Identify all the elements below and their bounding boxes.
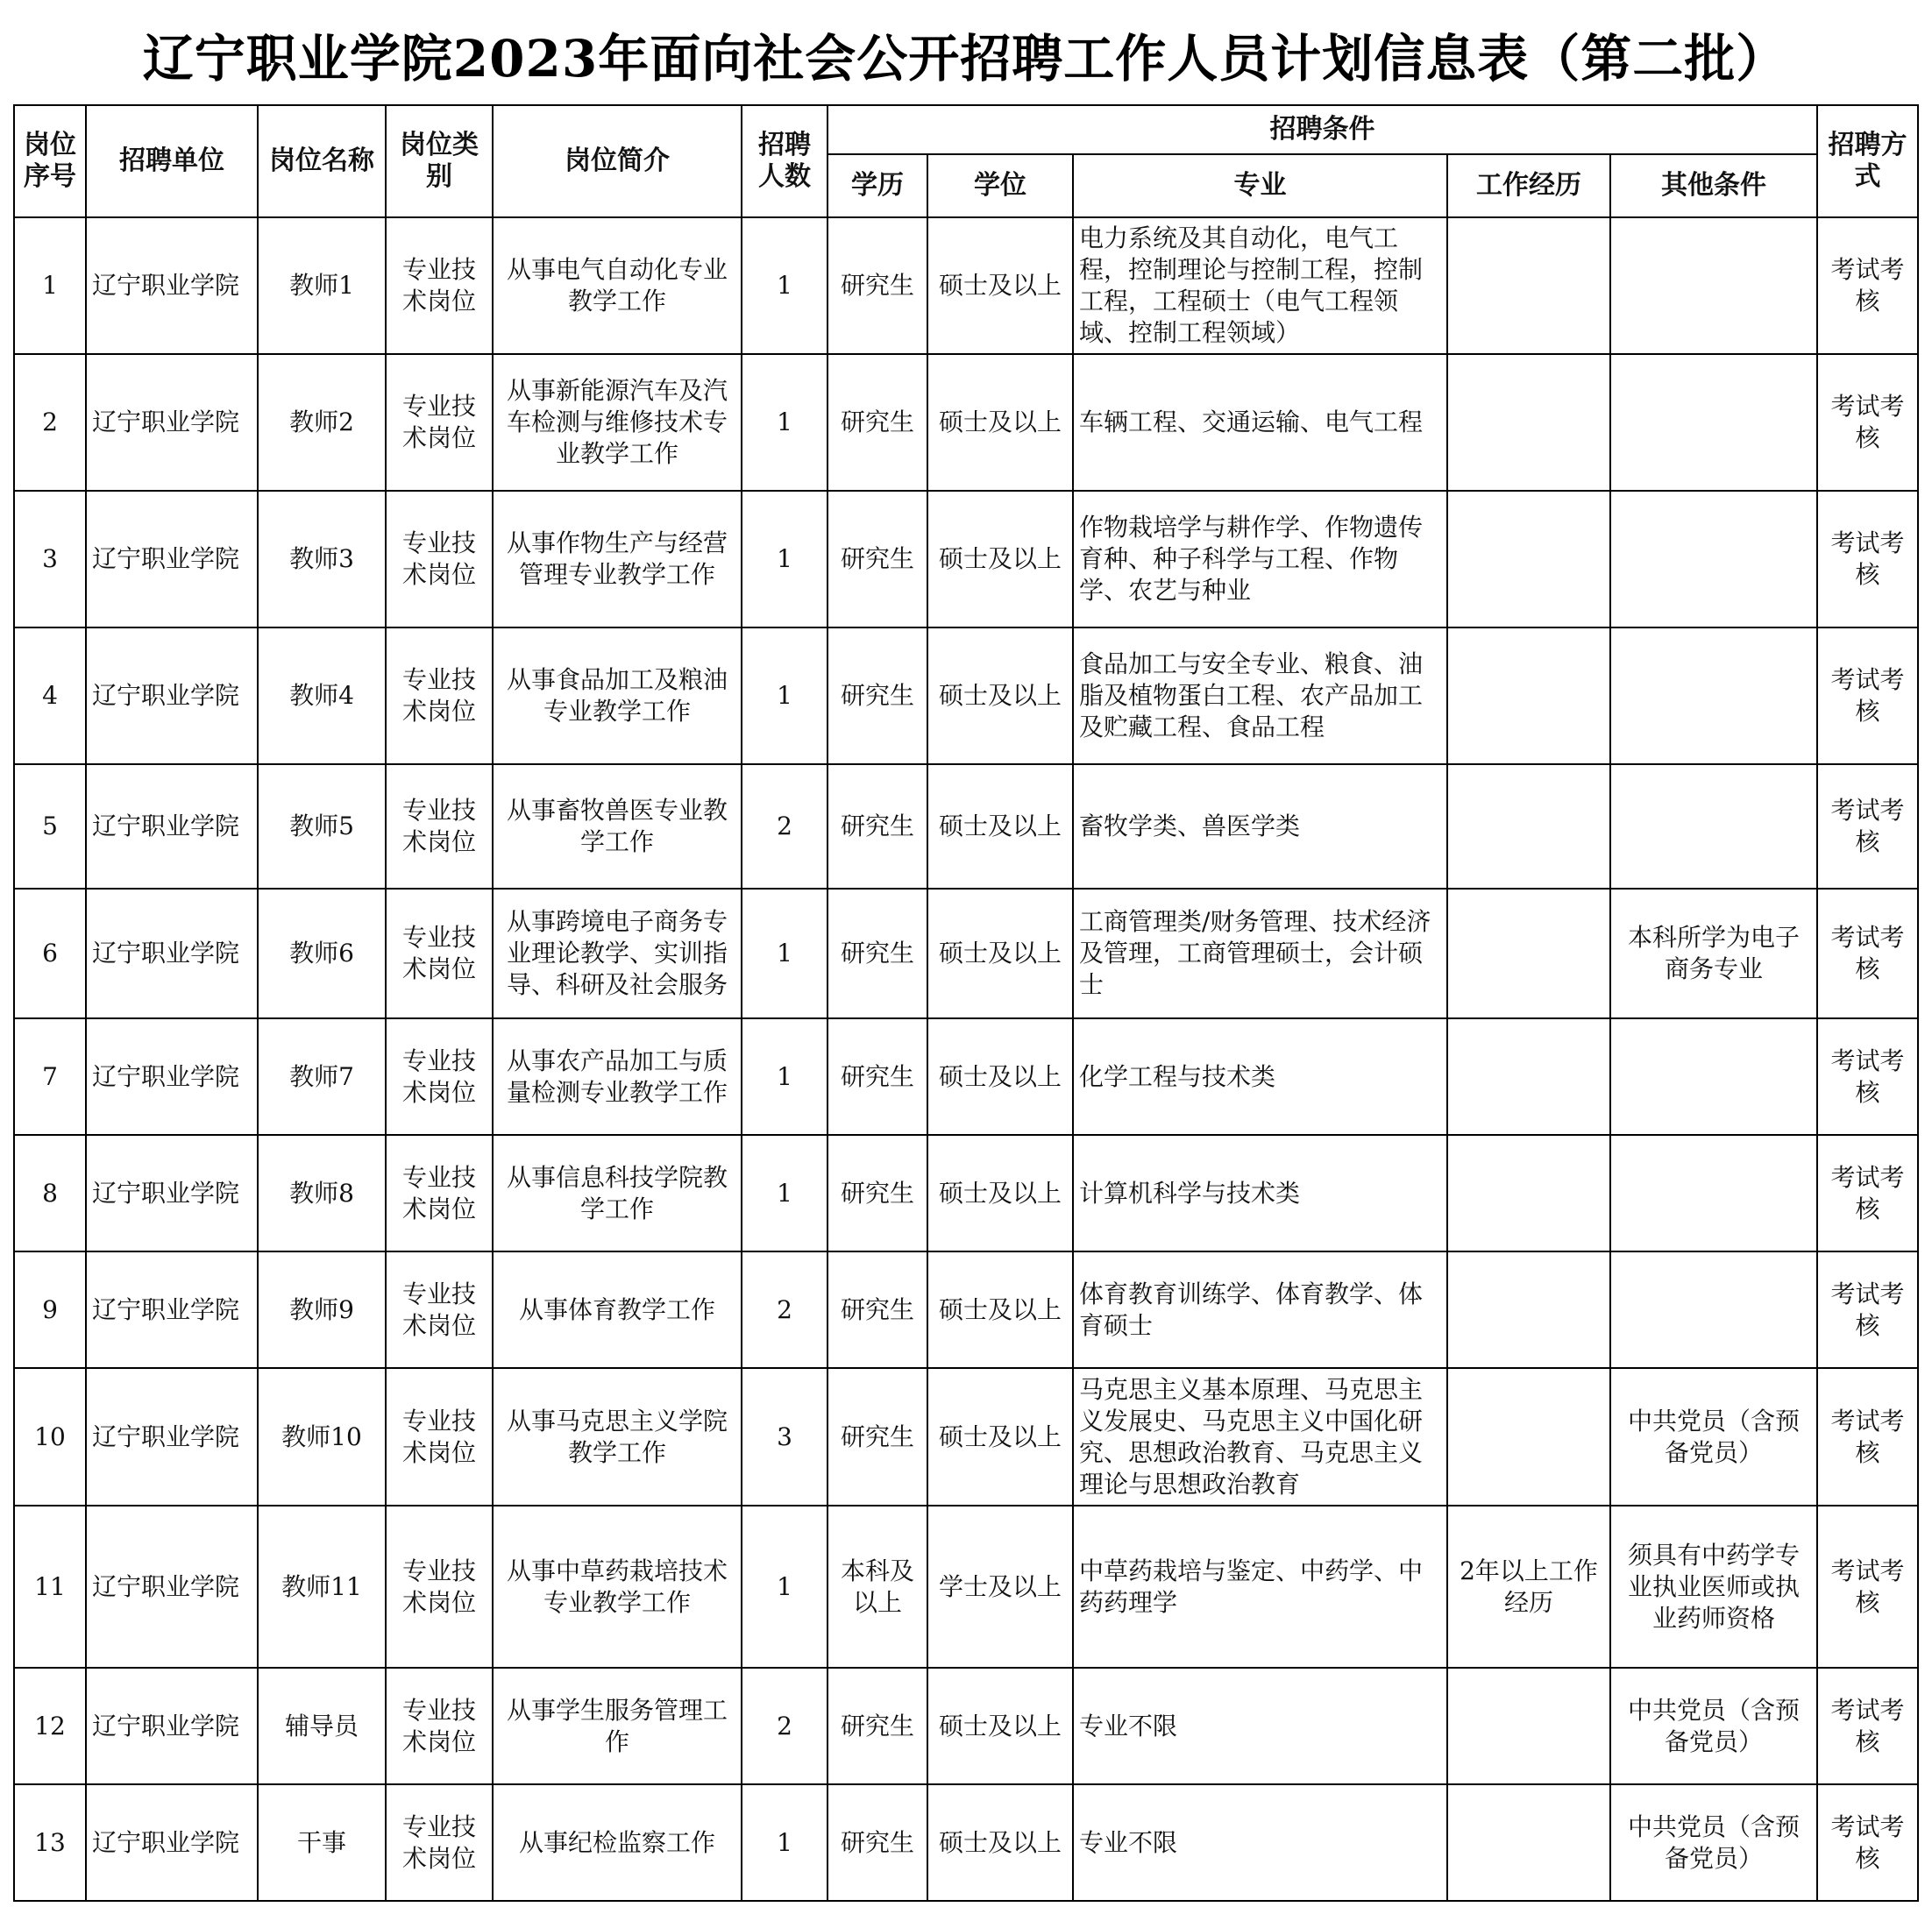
cell-intro: 从事电气自动化专业教学工作 [493,217,742,354]
cell-post-name: 教师4 [258,627,386,764]
cell-post-name: 教师2 [258,354,386,491]
cell-post-type: 专业技术岗位 [386,1368,493,1506]
cell-education: 研究生 [827,491,927,627]
header-row [14,105,1918,154]
cell-post-name: 教师9 [258,1251,386,1368]
cell-education: 研究生 [827,627,927,764]
cell-post-type: 专业技术岗位 [386,1784,493,1901]
cell-other [1610,1018,1817,1135]
page-title: 辽宁职业学院2023年面向社会公开招聘工作人员计划信息表（第二批） [142,29,1788,89]
table-row [14,1018,1918,1135]
header-major: 专业 [1073,154,1447,217]
cell-experience [1447,889,1610,1018]
cell-intro: 从事体育教学工作 [493,1251,742,1368]
cell-unit: 辽宁职业学院 [86,354,258,491]
header-count: 招聘人数 [742,105,827,217]
cell-method: 考试考核 [1817,1368,1918,1506]
cell-post-type: 专业技术岗位 [386,491,493,627]
cell-method: 考试考核 [1817,889,1918,1018]
cell-post-name: 教师3 [258,491,386,627]
cell-degree: 硕士及以上 [927,491,1073,627]
table-row [14,354,1918,491]
cell-method: 考试考核 [1817,764,1918,889]
header-education: 学历 [827,154,927,217]
cell-unit: 辽宁职业学院 [86,1018,258,1135]
cell-count: 1 [742,1135,827,1251]
cell-count: 1 [742,1784,827,1901]
header-post-type: 岗位类别 [386,105,493,217]
cell-no: 7 [14,1018,86,1135]
cell-count: 1 [742,491,827,627]
cell-count: 1 [742,217,827,354]
table-row [14,1135,1918,1251]
cell-post-name: 教师10 [258,1368,386,1506]
table-row [14,1784,1918,1901]
cell-intro: 从事作物生产与经营管理专业教学工作 [493,491,742,627]
cell-method: 考试考核 [1817,627,1918,764]
cell-no: 11 [14,1506,86,1668]
recruitment-table [13,104,1919,1902]
cell-count: 3 [742,1368,827,1506]
cell-post-type: 专业技术岗位 [386,354,493,491]
cell-no: 2 [14,354,86,491]
cell-major: 计算机科学与技术类 [1073,1135,1447,1251]
cell-count: 1 [742,627,827,764]
table-row [14,764,1918,889]
cell-intro: 从事纪检监察工作 [493,1784,742,1901]
table-row [14,1668,1918,1784]
cell-experience [1447,1018,1610,1135]
cell-major: 车辆工程、交通运输、电气工程 [1073,354,1447,491]
cell-other: 中共党员（含预备党员） [1610,1668,1817,1784]
cell-method: 考试考核 [1817,1018,1918,1135]
cell-post-type: 专业技术岗位 [386,889,493,1018]
cell-no: 13 [14,1784,86,1901]
cell-major: 专业不限 [1073,1784,1447,1901]
cell-degree: 硕士及以上 [927,1668,1073,1784]
cell-education: 研究生 [827,1668,927,1784]
cell-other [1610,354,1817,491]
cell-method: 考试考核 [1817,354,1918,491]
cell-no: 9 [14,1251,86,1368]
cell-education: 研究生 [827,1018,927,1135]
cell-experience [1447,764,1610,889]
cell-experience [1447,1251,1610,1368]
recruitment-sheet [13,13,1917,1902]
cell-intro: 从事学生服务管理工作 [493,1668,742,1784]
header-no: 岗位序号 [14,105,86,217]
table-row [14,627,1918,764]
cell-education: 研究生 [827,1784,927,1901]
cell-experience: 2年以上工作经历 [1447,1506,1610,1668]
cell-major: 工商管理类/财务管理、技术经济及管理，工商管理硕士，会计硕士 [1073,889,1447,1018]
cell-experience [1447,1135,1610,1251]
cell-other [1610,217,1817,354]
cell-other [1610,764,1817,889]
cell-major: 畜牧学类、兽医学类 [1073,764,1447,889]
cell-degree: 硕士及以上 [927,889,1073,1018]
cell-unit: 辽宁职业学院 [86,491,258,627]
cell-experience [1447,1368,1610,1506]
cell-major: 电力系统及其自动化，电气工程，控制理论与控制工程，控制工程，工程硕士（电气工程领域、控制工程领域） [1073,217,1447,354]
cell-intro: 从事新能源汽车及汽车检测与维修技术专业教学工作 [493,354,742,491]
cell-major: 作物栽培学与耕作学、作物遗传育种、种子科学与工程、作物学、农艺与种业 [1073,491,1447,627]
cell-degree: 硕士及以上 [927,1368,1073,1506]
cell-other: 须具有中药学专业执业医师或执业药师资格 [1610,1506,1817,1668]
cell-experience [1447,217,1610,354]
cell-post-type: 专业技术岗位 [386,1018,493,1135]
cell-experience [1447,1668,1610,1784]
cell-method: 考试考核 [1817,1506,1918,1668]
cell-post-type: 专业技术岗位 [386,1135,493,1251]
cell-degree: 硕士及以上 [927,627,1073,764]
cell-post-type: 专业技术岗位 [386,217,493,354]
cell-degree: 硕士及以上 [927,354,1073,491]
cell-post-name: 教师11 [258,1506,386,1668]
cell-other: 中共党员（含预备党员） [1610,1784,1817,1901]
cell-no: 1 [14,217,86,354]
cell-degree: 硕士及以上 [927,1251,1073,1368]
header-unit: 招聘单位 [86,105,258,217]
table-row [14,217,1918,354]
header-degree: 学位 [927,154,1073,217]
cell-degree: 学士及以上 [927,1506,1073,1668]
cell-intro: 从事中草药栽培技术专业教学工作 [493,1506,742,1668]
cell-count: 1 [742,354,827,491]
header-intro: 岗位简介 [493,105,742,217]
cell-method: 考试考核 [1817,1251,1918,1368]
cell-education: 研究生 [827,354,927,491]
cell-post-type: 专业技术岗位 [386,627,493,764]
cell-count: 2 [742,1251,827,1368]
cell-unit: 辽宁职业学院 [86,1368,258,1506]
cell-other: 中共党员（含预备党员） [1610,1368,1817,1506]
header-post-name: 岗位名称 [258,105,386,217]
cell-no: 3 [14,491,86,627]
cell-unit: 辽宁职业学院 [86,1668,258,1784]
header-experience: 工作经历 [1447,154,1610,217]
cell-post-name: 教师8 [258,1135,386,1251]
table-row [14,1251,1918,1368]
cell-no: 12 [14,1668,86,1784]
header-method: 招聘方式 [1817,105,1918,217]
cell-intro: 从事农产品加工与质量检测专业教学工作 [493,1018,742,1135]
cell-degree: 硕士及以上 [927,1135,1073,1251]
cell-post-name: 教师6 [258,889,386,1018]
cell-post-name: 教师5 [258,764,386,889]
cell-degree: 硕士及以上 [927,1784,1073,1901]
cell-post-name: 教师1 [258,217,386,354]
cell-major: 专业不限 [1073,1668,1447,1784]
cell-major: 食品加工与安全专业、粮食、油脂及植物蛋白工程、农产品加工及贮藏工程、食品工程 [1073,627,1447,764]
cell-no: 6 [14,889,86,1018]
cell-post-name: 教师7 [258,1018,386,1135]
cell-unit: 辽宁职业学院 [86,217,258,354]
cell-experience [1447,354,1610,491]
cell-major: 中草药栽培与鉴定、中药学、中药药理学 [1073,1506,1447,1668]
cell-count: 1 [742,1018,827,1135]
cell-method: 考试考核 [1817,1668,1918,1784]
cell-unit: 辽宁职业学院 [86,1135,258,1251]
cell-count: 1 [742,1506,827,1668]
cell-post-name: 干事 [258,1784,386,1901]
cell-unit: 辽宁职业学院 [86,1784,258,1901]
table-row [14,1368,1918,1506]
cell-count: 1 [742,889,827,1018]
cell-method: 考试考核 [1817,491,1918,627]
cell-post-type: 专业技术岗位 [386,764,493,889]
table-row [14,1506,1918,1668]
cell-education: 研究生 [827,1135,927,1251]
cell-unit: 辽宁职业学院 [86,1251,258,1368]
cell-no: 5 [14,764,86,889]
cell-no: 4 [14,627,86,764]
cell-unit: 辽宁职业学院 [86,764,258,889]
cell-unit: 辽宁职业学院 [86,1506,258,1668]
cell-post-name: 辅导员 [258,1668,386,1784]
cell-other: 本科所学为电子商务专业 [1610,889,1817,1018]
header-conditions: 招聘条件 [827,105,1817,154]
cell-education: 研究生 [827,1368,927,1506]
cell-experience [1447,627,1610,764]
cell-education: 研究生 [827,1251,927,1368]
cell-method: 考试考核 [1817,1784,1918,1901]
cell-experience [1447,491,1610,627]
cell-major: 化学工程与技术类 [1073,1018,1447,1135]
cell-other [1610,627,1817,764]
cell-method: 考试考核 [1817,1135,1918,1251]
cell-intro: 从事马克思主义学院教学工作 [493,1368,742,1506]
cell-degree: 硕士及以上 [927,1018,1073,1135]
cell-education: 研究生 [827,889,927,1018]
cell-post-type: 专业技术岗位 [386,1506,493,1668]
cell-intro: 从事畜牧兽医专业教学工作 [493,764,742,889]
cell-degree: 硕士及以上 [927,764,1073,889]
cell-intro: 从事信息科技学院教学工作 [493,1135,742,1251]
cell-other [1610,1135,1817,1251]
cell-other [1610,491,1817,627]
cell-unit: 辽宁职业学院 [86,889,258,1018]
table-row [14,889,1918,1018]
cell-post-type: 专业技术岗位 [386,1668,493,1784]
cell-major: 体育教育训练学、体育教学、体育硕士 [1073,1251,1447,1368]
header-other: 其他条件 [1610,154,1817,217]
cell-education: 本科及以上 [827,1506,927,1668]
cell-major: 马克思主义基本原理、马克思主义发展史、马克思主义中国化研究、思想政治教育、马克思主义理论与思想政治教育 [1073,1368,1447,1506]
cell-other [1610,1251,1817,1368]
cell-education: 研究生 [827,764,927,889]
cell-count: 2 [742,764,827,889]
cell-intro: 从事跨境电子商务专业理论教学、实训指导、科研及社会服务 [493,889,742,1018]
cell-no: 8 [14,1135,86,1251]
cell-unit: 辽宁职业学院 [86,627,258,764]
cell-no: 10 [14,1368,86,1506]
cell-degree: 硕士及以上 [927,217,1073,354]
cell-education: 研究生 [827,217,927,354]
cell-intro: 从事食品加工及粮油专业教学工作 [493,627,742,764]
table-row [14,491,1918,627]
cell-post-type: 专业技术岗位 [386,1251,493,1368]
cell-method: 考试考核 [1817,217,1918,354]
cell-count: 2 [742,1668,827,1784]
cell-experience [1447,1784,1610,1901]
